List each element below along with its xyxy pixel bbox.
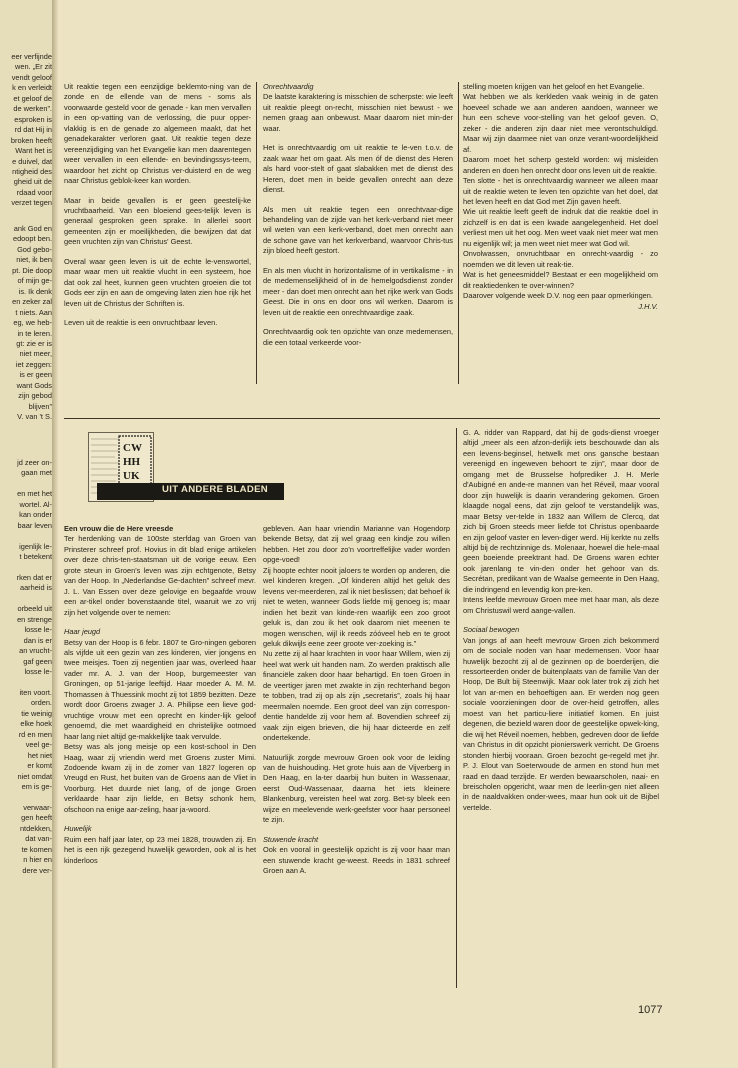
left-page-fragment-line: of mijn ge-	[17, 276, 52, 286]
left-page-fragment-line: pt. Die doop	[12, 265, 52, 275]
left-page-fragment-line: zijn gebod	[18, 391, 52, 401]
left-page-fragment-line: rd dat Hij in	[14, 125, 52, 135]
bottom-column-1	[64, 524, 256, 866]
left-page-fragment-line: de werken”.	[13, 104, 52, 114]
paragraph: Uit reaktie tegen een eenzijdige beklemto-ning van de zonde en de ellende van de mens - soms als voorwaarde gesteld voor de genade - kan men vervallen in een op-vatting van de verlossing, die puur opper-vlakkig is en de genade zo algemeen maakt, dat het genadekarakter verloren gaat. Uit reaktie tegen deze vereenzijdiging van het Evangelie kan men daarentegen weer vervallen in een ellende- en bevindingssys-teem, waardoor het zicht op Christus ver-duisterd en de weg naar Christus geblok-keer kan worden.	[64, 82, 251, 186]
left-page-fragment-line: eer verfijnde	[11, 52, 52, 61]
left-page-fragment-3	[0, 458, 52, 876]
left-page-fragment-line: gt: zie er is	[16, 338, 52, 348]
left-page-fragment-line: ntigheid des	[12, 166, 52, 176]
left-page-fragment-line	[0, 594, 52, 604]
left-page-fragment-line: en met het	[17, 489, 52, 499]
section-rule	[64, 418, 660, 419]
paragraph: Onvolwassen, onvruchtbaar en onrecht-vaardig - zo noemden we dit leven uit reak-tie.	[463, 249, 658, 269]
paragraph: Daarom moet het scherp gesteld worden: wij misleiden anderen en doen hen onrecht door ons leven uit de reaktie.	[463, 155, 658, 175]
left-page-fragment-line: dat van-	[25, 834, 52, 844]
left-page-fragment-line: wortel. Al-	[19, 499, 52, 509]
left-page-fragment-line: is. Ik denk	[18, 286, 52, 296]
paragraph: Wat is het geneesmiddel? Bestaat er een mogelijkheid om dit reaktiedenken te over-winnen?	[463, 270, 658, 290]
section-heading: Sociaal bewogen	[463, 625, 520, 635]
left-page-fragment-line: vendt geloof	[11, 72, 52, 82]
left-page-fragment-line: verwaar-	[23, 802, 52, 812]
paragraph: Ook en vooral in geestelijk opzicht is zij voor haar man een stuwende kracht ge-weest. Reeds in 1831 schreef Groen aan A.	[263, 845, 450, 876]
paragraph: gebleven. Aan haar vriendin Marianne van Hogendorp bekende Betsy, dat zij wel graag een kindje zou willen hebben. Het zou door zo'n voortreffelijke vader worden opge-voed!	[263, 524, 450, 565]
paragraph: Betsy was als jong meisje op een kost-school in Den Haag, waar zij vriendin werd met Groens zuster Mimi. Zodoende kwam zij in de zomer van 1827 logeren op Vreugd en Rust, het buiten van de Groens aan de Vliet in Voorburg. Het duurde niet lang, of de jonge Groen verklaarde haar zijn liefde, en Betsy schonk hem, ofschoon na enige aar-zeling, haar ja-woord.	[64, 742, 256, 814]
article-title: Een vrouw die de Here vreesde	[64, 524, 174, 533]
left-page-fragment-line: rd en men	[18, 729, 52, 739]
left-page-fragment-line: broken heeft	[10, 135, 52, 145]
left-page-fragment-line	[0, 793, 52, 803]
paragraph: Zij hoopte echter nooit jaloers te worden op anderen, die wel kinderen kregen. „Of kinderen altijd het geluk des levens ver-meerderen, zal ik niet beslissen; dat behoef ik niet te weten, wanneer Gods liefde mij genoeg is; maar indien het bezit van kinde-ren waarlijk een zoo groot geluk is, dan zou ik het ook daarom niet meenen te mogen wenschen, wijl ik reeds zóóveel heb en te groot geluk dikwijls eene zeer groote ver-zoeking is.”	[263, 565, 450, 648]
left-page-fragment-line: verzet tegen	[11, 198, 52, 208]
paragraph: Overal waar geen leven is uit de echte le-venswortel, maar waar men uit reaktie vlucht in een systeem, hoe dat ook zal heet, kunnen geen vruchten groeien die tot Gods eer zijn en aan de omgeving laten zien hoe rijk het leven uit de Christus der Schriften is.	[64, 256, 251, 308]
left-page-fragment-line: iten voort.	[19, 687, 52, 697]
left-page-fragment-line: losse le-	[24, 667, 52, 677]
left-page-fragment-line: gaf geen	[23, 656, 52, 666]
binding-gutter	[52, 0, 62, 1068]
author-signature: J.H.V.	[638, 301, 658, 311]
left-page-fragment-line: gen heeft	[21, 813, 52, 823]
left-page-fragment-line: t betekent	[19, 552, 52, 562]
paragraph: G. A. ridder van Rappard, dat hij de gods-dienst vroeger altijd „meer als een afzon-derlijk iets beschouwde dan als een levens-beginsel, hetwelk met ons gansche bestaan vereenigd en ingeweven behoort te zijn”, maar door de omgang met de Brusselse hofprediker J. H. Merle d'Aubigné en ande-re mannen van het Réveil, maar vooral door zijn huwelijk is daarin verandering gekomen. Groen klaagde nogal eens, dat zijn geloof te verstandelijk was, maar Betsy ver-telde in 1832 aan Willem de Clercq, dat zich bij Groen steeds meer liefde tot Christus openbaarde en zijn geloof vaster en leven-diger werd. Hij kerkte nu zelfs altijd bij de rechtzinnige ds. Molenaar, hoewel die hele-maal geen boeiende preektrant had. De Groens waren echter ook jarenlang te vin-den onder het gehoor van ds. Secrétan, predikant van de Waalse gemeente in Den Haag, die indringend en levendig kon pre-ken.	[463, 428, 659, 594]
left-page-fragment-line: God gebo-	[17, 244, 52, 254]
left-page-fragment-line: gheid uit de	[13, 177, 52, 187]
left-page-fragment-line: dan is er	[23, 635, 52, 645]
top-column-1	[64, 82, 251, 329]
left-page-fragment-line: aarheid is	[19, 583, 52, 593]
paragraph: Van jongs af aan heeft mevrouw Groen zich bekommerd om de sociale noden van haar medemensen. Voor haar huwelijk bezocht zij al de gezinnen op de boerderijen, die ressorteerden onder de buitenplaats van de familie Van der Hoop, De Bult bij Steenwijk. Maar ook later trok zij zich het lot van ar-men en behoeftigen aan. Er werden nog geen sociale voorzieningen door de over-heid getroffen, alles moest van het particu-liere initiatief komen. En juist degenen, die bezield waren door de geestelijke opwek-king, die wij het Réveil noemen, hebben, gedreven door de liefde van Christus in dit opzicht pionierswerk verricht. De Groens stonden hierbij vooraan. Groen bezocht ge-regeld met jhr. P. J. Elout van Soeterwoude de armen en stond hun met raad en daad terzijde. Er werden bewaarscholen, naai- en breischolen opgericht, waar men de leerlin-gen niet alleen in de naaldvakken onder-wees, maar hun ook uit de Bijbel vertelde.	[463, 635, 659, 812]
paragraph: Leven uit de reaktie is een onvruchtbaar leven.	[64, 318, 218, 328]
paragraph: Ten slotte - het is onrechtvaardig wanneer we alleen maar uit de reaktie weten te leven ten opzichte van het doel, dat het leven heeft en dat God met Zijn gaven heeft.	[463, 176, 658, 206]
left-page-fragment-line: rdaad voor	[16, 187, 52, 197]
left-page-fragment-line: te komen	[21, 844, 52, 854]
left-page-fragment-line: baar leven	[17, 520, 52, 530]
left-page-edge	[0, 0, 56, 1068]
left-page-fragment-line: ank God en	[13, 224, 52, 233]
left-page-fragment-line: gaan met	[21, 468, 52, 478]
paragraph: Intens leefde mevrouw Groen mee met haar man, als deze om Christuswil werd aange-vallen.	[463, 595, 659, 615]
top-column-3	[463, 82, 658, 312]
left-page-fragment-line: e duivel, dat	[12, 156, 52, 166]
paragraph: Ruim een half jaar later, op 23 mei 1828, trouwden zij. En het is een rijk gezegend huwelijk geworden, ook al is het kinderloos	[64, 834, 256, 865]
left-page-fragment-line: niet meer,	[19, 349, 52, 359]
bottom-column-3	[463, 428, 659, 813]
left-page-fragment-line: V. van 't S.	[17, 412, 52, 422]
paragraph: Betsy van der Hoop is 6 febr. 1807 te Gro-ningen geboren als vijfde uit een gezin van zes kinderen, vier jongens en twee meisjes. Toen zij negentien jaar was, overleed haar vader mr. A. J. van der Hoop, burgemeester van Groningen, op 51-jarige leeftijd. Haar moeder A. M. M. Thomassen à Thuessink mocht zij tot 1859 bezitten. Deze wordt door Groens zwager J. A. Philipse een lieve god-vruchtige vrouw met een oprecht en kinder-lijk geloof genoemd, die met waardigheid en christelijke ootmoed haar lang niet altijd ge-makkelijke taak vervulde.	[64, 637, 256, 741]
column-divider	[458, 82, 459, 384]
left-page-fragment-line: rken dat er	[16, 572, 52, 582]
left-page-fragment-line: blijven”	[28, 401, 52, 411]
left-page-fragment-line: iet zeggen:	[15, 359, 52, 369]
left-page-fragment-line: em is ge-	[21, 782, 52, 792]
left-page-fragment-line: ntdekken,	[19, 823, 52, 833]
left-page-fragment-line: tie weinig	[21, 708, 52, 718]
left-page-fragment-line: en strenge	[17, 614, 52, 624]
left-page-fragment-line: want Gods	[16, 380, 52, 390]
section-heading: Stuwende kracht	[263, 834, 319, 844]
left-page-fragment-line: et geloof de	[13, 93, 52, 103]
left-page-fragment-line: in te leren.	[17, 328, 52, 338]
paragraph: Maar in beide gevallen is er geen geestelij-ke vruchtbaarheid. Van een bloeiend gees-telijk leven is generaal gesproken geen sprake. In allerlei soort gemeenten zijn er moeilijkheden, die bewijzen dat dat geen vruchten zijn van Christus' Geest.	[64, 195, 251, 247]
left-page-fragment-line: kan onder	[19, 510, 52, 520]
paragraph: Wie uit reaktie leeft geeft de indruk dat die reaktie doel in zichzelf is en dat is een kwade aangelegenheid. Het doel verliest men uit het oog. Men weet vaak niet meer wat men nu eigenlijk wil; ja men weet niet meer wat God wil.	[463, 207, 658, 248]
paragraph: Natuurlijk zorgde mevrouw Groen ook voor de leiding van de huishouding. Het grote huis aan de Vijverberg in Den Haag, en la-ter daarbij hun buiten in Wassenaar, eerst Oud-Wassenaar, daarna het iets kleinere Blankenburg, vereisten heel wat zorg. Bet-sy bleek een wijze en meelevende werk-geefster voor haar personeel te zijn.	[263, 752, 450, 825]
column-divider	[456, 428, 457, 988]
left-page-fragment-line: k en verleidt	[12, 83, 52, 93]
logo-letter-row: UK	[123, 470, 140, 482]
left-page-fragment-line: niet, ik ben	[16, 255, 52, 265]
paragraph: Daarover volgende week D.V. nog een paar opmerkingen.	[463, 291, 653, 301]
paragraph: En als men vlucht in horizontalisme of in vertikalisme - in de medemenselijkheid of in de hemelgodsdienst zonder meer - dan doet men onrecht aan het rijke werk van Gods Geest. Die in ons en door ons wil werken. Daarom is leven uit de reaktie een onrechtvaardige zaak.	[263, 265, 453, 317]
paragraph: Als men uit reaktie tegen een onrechtvaar-dige behandeling van de zijde van het kerk-verband niet meer wil weten van een kerk-verband, doet men onrecht aan de schone gave van het kerkverband, waarvoor Chris-tus zijn bloed heeft gestort.	[263, 204, 453, 256]
left-page-fragment-line: jd zeer on-	[17, 458, 52, 467]
section-heading: Onrechtvaardig	[263, 82, 314, 91]
paragraph: Het is onrechtvaardig om uit reaktie te le-ven t.o.v. de zaak waar het om gaat. Als men óf de dienst des Heren als hard voor-stelt of gaat slabakken met de dienst des Heren, doet men in beide gevallen onrecht aan deze dienst.	[263, 143, 453, 195]
column-divider	[256, 82, 257, 384]
top-column-2	[263, 82, 453, 348]
section-heading: Haar jeugd	[64, 627, 101, 637]
left-page-fragment-2	[0, 224, 52, 423]
left-page-fragment-line: het niet	[27, 750, 52, 760]
left-page-fragment-line	[0, 678, 52, 688]
paragraph: De laatste karaktering is misschien de scherpste: wie leeft uit reaktie pleegt on-recht, misschien niet bewust - we nemen graag aan onbewust. Maar daarom niet min-der waar.	[263, 92, 453, 133]
left-page-fragment-line: niet omdat	[17, 771, 52, 781]
section-banner-title: UIT ANDERE BLADEN	[162, 484, 269, 495]
left-page-fragment-line: t niets. Aan	[15, 307, 52, 317]
left-page-fragment-line	[0, 479, 52, 489]
left-page-fragment-1	[0, 52, 52, 209]
left-page-fragment-line: Want het is	[15, 146, 52, 156]
left-page-fragment-line: wen. „Er zit	[15, 62, 52, 72]
left-page-fragment-line: igenlijk le-	[19, 541, 52, 551]
left-page-fragment-line: is er geen	[19, 370, 52, 380]
bottom-column-2	[263, 524, 450, 877]
paragraph: Onrechtvaardig ook ten opzichte van onze medemensen, die een totaal verkeerde voor-	[263, 327, 453, 347]
left-page-fragment-line: veel ge-	[25, 740, 52, 750]
logo-letter-row: CW	[123, 442, 142, 454]
left-page-fragment-line: eg, we heb-	[13, 318, 52, 328]
left-page-fragment-line: dere ver-	[22, 865, 52, 875]
left-page-fragment-line: en zeker zal	[12, 297, 52, 307]
left-page-fragment-line: edoopt ben.	[12, 234, 52, 244]
left-page-fragment-line: esproken is	[14, 114, 52, 124]
left-page-fragment-line: orden.	[31, 698, 52, 708]
article-intro: Ter herdenking van de 100ste sterfdag van Groen van Prinsterer schreef prof. Hovius in dit blad enige artikelen over deze chris-ten-staatsman uit de vorige eeuw. Een grote steun in Groen's leven was zijn echtgenote, Betsy van der Hoop. In „Nederlandse Ge-dachten” schreef mevr. J. L. Van Essen over deze gelovige en begaafde vrouw een ar-tikel onder bovenstaande titel, waaruit we zo vrij zijn het volgende over te nemen:	[64, 534, 256, 617]
page-number: 1077	[638, 1004, 663, 1016]
left-page-fragment-line	[0, 563, 52, 573]
left-page-fragment-line: n hier en	[23, 855, 52, 865]
left-page-fragment-line: losse le-	[24, 625, 52, 635]
paragraph: stelling moeten krijgen van het geloof en het Evangelie.	[463, 82, 645, 91]
paragraph: Nu zette zij al haar krachten in voor haar Willem, wien zij heel wat werk uit handen nam. Zo werden praktisch alle financiële zaken door haar behartigd. En toen Groen in de veertiger jaren met zwakte in zijn rechterhand begon te tobben, trad zij op als zijn „secretaris”, zoals hij haar meermalen noemde. Een groot deel van zijn correspon-dentie handelde zij voor hem af. Bovendien schreef zij vaak zijn eigen brieven, die hij haar dicteerde en zelf ondertekende.	[263, 649, 450, 743]
logo-letter-row: HH	[123, 456, 141, 468]
left-page-fragment-line: orbeeld uit	[17, 604, 52, 614]
left-page-fragment-line: er komt	[27, 761, 52, 771]
left-page-fragment-line	[0, 531, 52, 541]
paragraph: Wat hebben we als kerkleden vaak weinig in de gaten hoeveel schade we aan anderen aandoen, wanneer we hun een scheve voor-stelling van het geloof geven. O, zeker - die anderen zijn daar niet mee verontschuldigd. Maar wij zijn daarmee niet van onze verant-woordelijkheid af.	[463, 92, 658, 154]
left-page-fragment-line: elke hoek	[20, 719, 52, 729]
left-page-fragment-line: an vrucht-	[19, 646, 52, 656]
section-heading: Huwelijk	[64, 824, 92, 834]
